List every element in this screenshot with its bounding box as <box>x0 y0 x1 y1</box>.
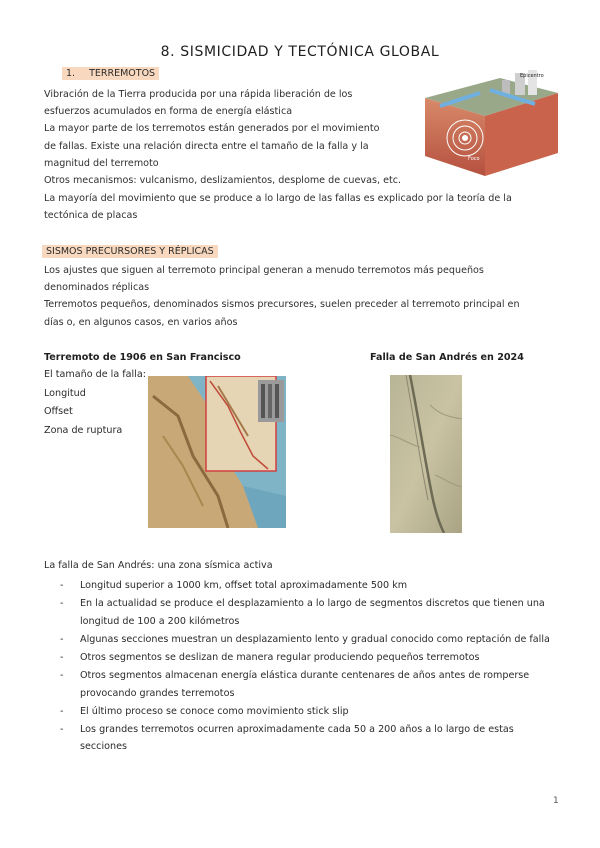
list-item <box>60 577 560 595</box>
section-title: SISMOS PRECURSORES Y RÉPLICAS <box>42 245 218 258</box>
text-line: La mayoría del movimiento que se produce a lo largo de las fallas es explicado por la teoría de la <box>44 193 512 204</box>
page-number: 1 <box>553 796 559 806</box>
list-item <box>60 595 560 630</box>
bullet-dash: - <box>60 651 64 663</box>
text-line: La mayor parte de los terremotos están generados por el movimiento <box>44 123 380 135</box>
section-number: 1. <box>66 68 76 79</box>
san-francisco-map-image <box>148 376 286 528</box>
bullet-dash: - <box>60 580 64 591</box>
bullet-dash: - <box>60 705 64 717</box>
section-heading-precursores <box>42 246 218 257</box>
list-item <box>60 721 560 756</box>
list-item <box>60 649 560 667</box>
text-line: días o, en algunos casos, en varios años <box>44 316 238 328</box>
bullet-dash: - <box>60 598 64 610</box>
bullet-text: Los grandes terremotos ocurren aproximadamente cada 50 a 200 años a lo largo de estas secciones <box>80 723 514 753</box>
fault-property: Offset <box>44 406 73 417</box>
precursores-text <box>44 262 564 331</box>
bullet-dash: - <box>60 669 64 681</box>
fault-property: Zona de ruptura <box>44 424 123 436</box>
list-item <box>60 703 560 721</box>
terremotos-text <box>44 86 419 189</box>
san-andres-aerial-image <box>390 375 462 533</box>
list-item <box>60 667 560 702</box>
fault-property: El tamaño de la falla: <box>44 369 146 380</box>
text-line: esfuerzos acumulados en forma de energía elástica <box>44 106 293 118</box>
bullet-dash: - <box>60 723 64 735</box>
epicentro-label: Epicentro <box>520 73 544 79</box>
text-line: Los ajustes que siguen al terremoto principal generan a menudo terremotos más pequeños <box>44 265 484 276</box>
fault-property: Longitud <box>44 387 86 399</box>
fault-properties-list <box>44 366 146 440</box>
text-line: de fallas. Existe una relación directa entre el tamaño de la falla y la <box>44 140 369 152</box>
text-line: magnitud del terremoto <box>44 157 159 169</box>
foco-label: Foco <box>468 156 480 162</box>
page-title: 8. SISMICIDAD Y TECTÓNICA GLOBAL <box>160 44 440 60</box>
text-line: Otros mecanismos: vulcanismo, deslizamientos, desplome de cuevas, etc. <box>44 175 402 187</box>
list-item <box>60 631 560 649</box>
earthquake-diagram-image <box>420 68 560 183</box>
text-line: Terremotos pequeños, denominados sismos precursores, suelen preceder al terremoto principal en <box>44 299 520 311</box>
bullet-text: Algunas secciones muestran un desplazamiento lento y gradual conocido como reptación de falla <box>80 633 550 645</box>
text-line: denominados réplicas <box>44 282 150 294</box>
text-line: Vibración de la Tierra producida por una rápida liberación de los <box>44 89 353 100</box>
text-line: tectónica de placas <box>44 210 138 222</box>
san-andres-bullet-list <box>60 577 560 756</box>
section-title: TERREMOTOS <box>89 68 156 79</box>
tectonica-text <box>44 190 564 224</box>
caption-san-andres: Falla de San Andrés en 2024 <box>370 352 524 363</box>
bullet-text: En la actualidad se produce el desplazamiento a lo largo de segmentos discretos que tienen una longitud de 100 a 200 kilómetros <box>80 598 545 627</box>
bullet-text: Otros segmentos almacenan energía elástica durante centenares de años antes de romperse provocando grandes terremotos <box>80 669 530 699</box>
bullet-dash: - <box>60 633 64 645</box>
section-heading-highlight <box>62 67 159 80</box>
bullet-text: Longitud superior a 1000 km, offset total aproximadamente 500 km <box>80 580 408 591</box>
bullet-text: El último proceso se conoce como movimiento stick slip <box>80 705 349 717</box>
caption-san-francisco: Terremoto de 1906 en San Francisco <box>44 352 241 363</box>
bullet-text: Otros segmentos se deslizan de manera regular produciendo pequeños terremotos <box>80 651 480 663</box>
san-andres-intro: La falla de San Andrés: una zona sísmica activa <box>44 560 273 571</box>
section-heading-terremotos <box>62 68 159 79</box>
